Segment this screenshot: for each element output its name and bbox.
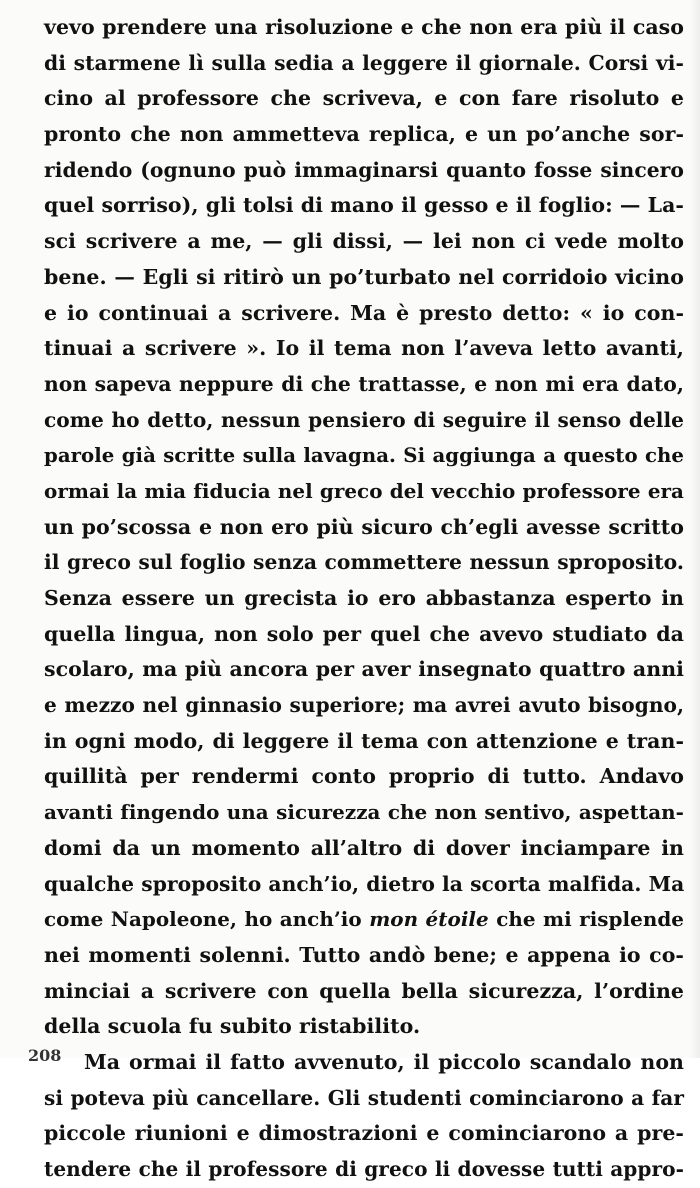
- text-line: Senza essere un grecista io ero abbastanza esperto in: [44, 586, 684, 610]
- text-line: pronto che non ammetteva replica, e un po’anche sor-: [44, 122, 684, 147]
- text-line: scolaro, ma più ancora per aver insegnato quattro anni: [44, 657, 684, 682]
- text-line: vevo prendere una risoluzione e che non era più il caso: [44, 15, 684, 39]
- italic-phrase: mon étoile: [369, 907, 489, 932]
- text-segment: come Napoleone, ho anch’io: [44, 907, 370, 932]
- text-line: si poteva più cancellare. Gli studenti cominciarono a far: [44, 1085, 684, 1110]
- page-number: 208: [28, 1046, 62, 1065]
- text-line: avanti fingendo una sicurezza che non sentivo, aspettan-: [44, 800, 684, 825]
- text-line: piccole riunioni e dimostrazioni e cominciarono a pre-: [44, 1121, 684, 1146]
- text-line: minciai a scrivere con quella bella sicurezza, l’ordine: [44, 978, 684, 1003]
- text-line: cino al professore che scriveva, e con fare risoluto e: [44, 86, 684, 111]
- text-line: quella lingua, non solo per quel che avevo studiato da: [44, 621, 684, 646]
- text-line: ormai la mia fiducia nel greco del vecchio professore era: [44, 478, 684, 503]
- text-line: bene. — Egli si ritirò un po’turbato nel corridoio vicino: [44, 264, 684, 289]
- text-line: parole già scritte sulla lavagna. Si aggiunga a questo che: [44, 444, 684, 468]
- text-line: non sapeva neppure di che trattasse, e non mi era dato,: [44, 371, 684, 396]
- text-line: Ma ormai il fatto avvenuto, il piccolo scandalo non: [84, 1049, 684, 1074]
- page-edge-shadow: [690, 0, 700, 1058]
- text-line: il greco sul foglio senza commettere nessun sproposito.: [44, 550, 684, 575]
- text-line: di starmene lì sulla sedia a leggere il giornale. Corsi vi-: [44, 50, 684, 75]
- text-line: e mezzo nel ginnasio superiore; ma avrei avuto bisogno,: [44, 693, 684, 718]
- text-line: tinuai a scrivere ». Io il tema non l’aveva letto avanti,: [44, 336, 684, 361]
- text-line: in ogni modo, di leggere il tema con attenzione e tran-: [44, 728, 684, 753]
- text-line: ridendo (ognuno può immaginarsi quanto fosse sincero: [44, 157, 684, 182]
- body-text: [44, 10, 684, 1188]
- text-line: come ho detto, nessun pensiero di seguire il senso delle: [44, 407, 684, 432]
- text-line: e io continuai a scrivere. Ma è presto detto: « io con-: [44, 300, 684, 325]
- text-line: [44, 902, 684, 938]
- text-line: quel sorriso), gli tolsi di mano il gesso e il foglio: — La-: [44, 193, 684, 218]
- text-line: sci scrivere a me, — gli dissi, — lei non ci vede molto: [44, 229, 684, 254]
- text-line: nei momenti solenni. Tutto andò bene; e appena io co-: [44, 942, 684, 967]
- text-line: della scuola fu subito ristabilito.: [44, 1014, 421, 1039]
- text-line: tendere che il professore di greco li dovesse tutti appro-: [44, 1157, 684, 1181]
- text-line: un po’scossa e non ero più sicuro ch’egli avesse scritto: [44, 514, 684, 539]
- text-line: quillità per rendermi conto proprio di tutto. Andavo: [44, 764, 684, 789]
- text-line: domi da un momento all’altro di dover inciampare in: [44, 835, 684, 860]
- text-segment: che mi risplende: [488, 907, 684, 932]
- text-line: qualche sproposito anch’io, dietro la scorta malfida. Ma: [44, 871, 685, 896]
